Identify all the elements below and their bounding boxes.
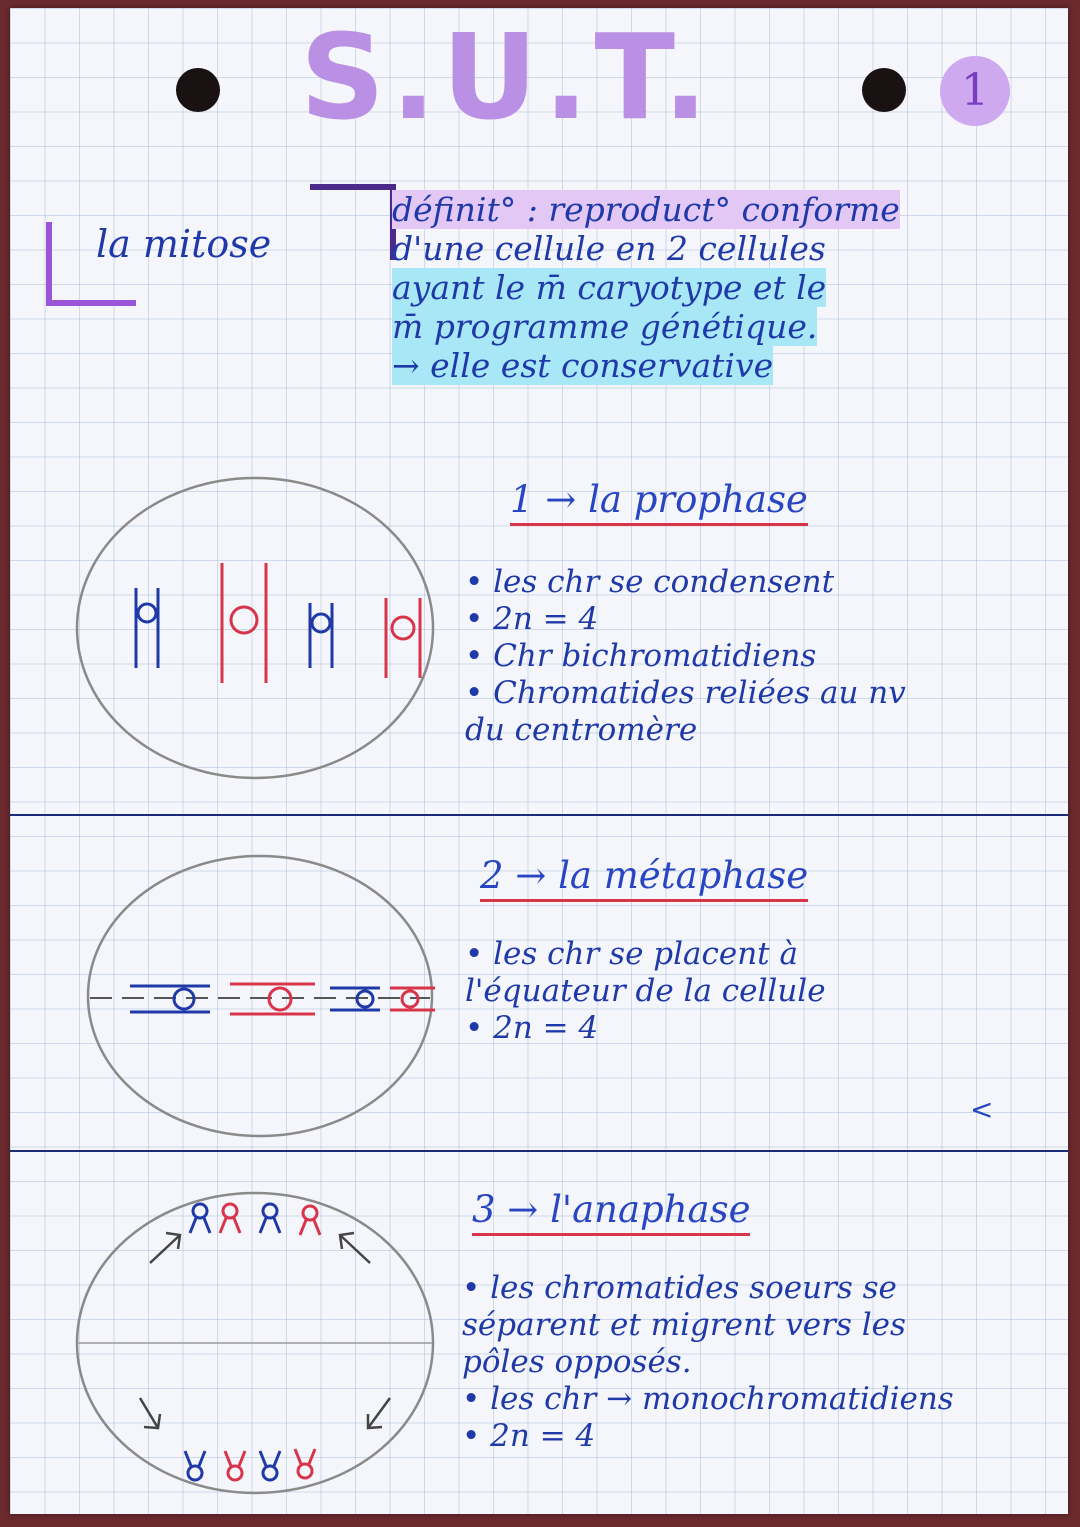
metaphase-bullets xyxy=(465,936,1055,1047)
bullet: • Chromatides reliées au nv xyxy=(465,675,906,711)
chromosome-red-1 xyxy=(222,563,266,683)
definition-line-2: d'une cellule en 2 cellules xyxy=(392,229,826,268)
phase-title-prophase: 1 → la prophase xyxy=(510,478,808,526)
notebook-page xyxy=(10,8,1068,1514)
bullet: du centromère xyxy=(465,712,698,748)
definition-line xyxy=(392,190,1068,229)
chromatids-top xyxy=(190,1204,320,1235)
bullet: • 2n = 4 xyxy=(462,1418,596,1454)
bullet: • les chr → monochromatidiens xyxy=(462,1381,954,1417)
chromosomes-prophase xyxy=(136,563,420,683)
punch-hole-right xyxy=(862,68,906,112)
page-title: S.U.T. xyxy=(300,8,714,146)
bullet: • les chr se placent à xyxy=(465,936,798,972)
anaphase-cell-diagram xyxy=(70,1183,440,1503)
page-number-badge: 1 xyxy=(940,56,1010,126)
chromosome-red-2 xyxy=(386,598,420,678)
migration-arrows xyxy=(140,1233,390,1428)
side-mark: < xyxy=(970,1093,994,1126)
cell-membrane xyxy=(88,856,432,1136)
bullet: séparent et migrent vers les xyxy=(462,1307,906,1343)
definition-line-3: ayant le m̄ caryotype et le xyxy=(392,268,827,307)
prophase-bullets xyxy=(465,564,1055,749)
definition-line-4: m̄ programme génétique. xyxy=(392,307,818,346)
prophase-cell-diagram xyxy=(70,468,440,788)
section-divider-1 xyxy=(10,814,1068,816)
bullet: • 2n = 4 xyxy=(465,1010,599,1046)
definition-line-5: → elle est conservative xyxy=(392,346,774,385)
topic-bracket-right xyxy=(310,184,396,260)
chromatids-bottom xyxy=(185,1449,315,1480)
phase-title-metaphase: 2 → la métaphase xyxy=(480,854,808,902)
bullet: • les chr se condensent xyxy=(465,564,835,600)
phase-title-anaphase: 3 → l'anaphase xyxy=(472,1188,750,1236)
definition-block xyxy=(392,190,1068,385)
chromosome-blue-2 xyxy=(310,603,332,668)
bullet: • les chromatides soeurs se xyxy=(462,1270,897,1306)
chromosome-blue-1 xyxy=(136,588,158,668)
anaphase-bullets xyxy=(462,1270,1052,1455)
bullet: pôles opposés. xyxy=(462,1344,692,1380)
bullet: • 2n = 4 xyxy=(465,601,599,637)
definition-line-1: définit° : reproduct° conforme xyxy=(392,190,900,229)
metaphase-cell-diagram xyxy=(80,848,440,1148)
bullet: l'équateur de la cellule xyxy=(465,973,826,1009)
topic-label: la mitose xyxy=(96,222,272,266)
bullet: • Chr bichromatidiens xyxy=(465,638,817,674)
punch-hole-left xyxy=(176,68,220,112)
section-divider-2 xyxy=(10,1150,1068,1152)
